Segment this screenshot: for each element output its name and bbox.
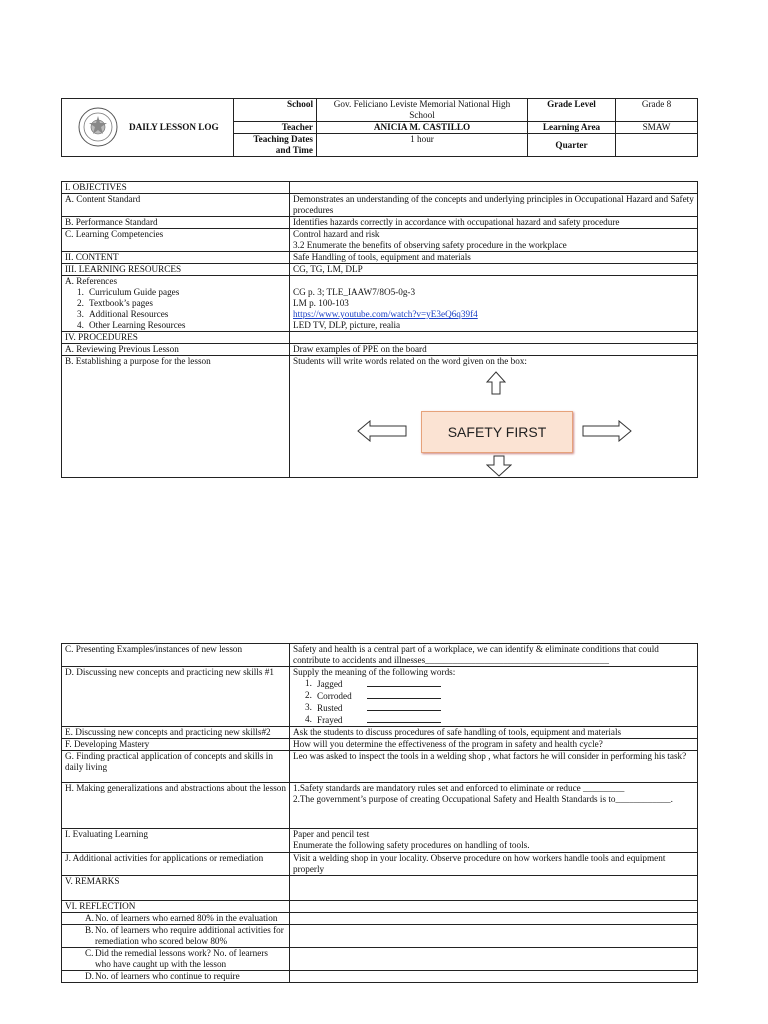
arrow-down-icon <box>486 455 512 477</box>
arrow-left-icon <box>357 420 407 442</box>
reflection-item-a: A. No. of learners who earned 80% in the evaluation <box>62 913 290 925</box>
discussing-skills-1-label: D. Discussing new concepts and practicing new skills #1 <box>62 667 290 727</box>
vocabulary-item: 3. Rusted <box>293 702 694 714</box>
curriculum-guide-value: CG p. 3; TLE_IAAW7/8O5-0g-3 <box>293 287 416 297</box>
reflection-item-b: B. No. of learners who require additional activities for remediation who scored below 80% <box>62 925 290 948</box>
reviewing-lesson-value: Draw examples of PPE on the board <box>290 344 698 356</box>
content-value: Safe Handling of tools, equipment and materials <box>290 252 698 264</box>
teacher-label: Teacher <box>234 122 317 134</box>
vocabulary-item: 2. Corroded <box>293 690 694 702</box>
references-heading: A. References <box>65 276 118 286</box>
quarter-value <box>616 134 698 157</box>
lesson-table-part-2 <box>61 643 698 983</box>
quarter-label: Quarter <box>528 134 616 157</box>
textbook-value: LM p. 100-103 <box>293 298 349 308</box>
school-value: Gov. Feliciano Leviste Memorial National High School <box>317 99 528 122</box>
performance-standard-value: Identifies hazards correctly in accordance with occupational hazard and safety procedure <box>290 217 698 229</box>
reflection-answer-b <box>290 925 698 948</box>
presenting-examples-value: Safety and health is a central part of a workplace, we can identify & eliminate conditions that could contribute to accidents and illnesses________________________________________ <box>290 644 698 667</box>
evaluating-learning-label: I. Evaluating Learning <box>62 829 290 853</box>
learning-competencies-value <box>290 229 698 252</box>
establishing-purpose-value <box>290 356 698 478</box>
reflection-answer-a <box>290 913 698 925</box>
discussing-skills-2-value: Ask the students to discuss procedures of safe handling of tools, equipment and materials <box>290 727 698 739</box>
objectives-heading: I. OBJECTIVES <box>62 182 290 194</box>
developing-mastery-value: How will you determine the effectiveness of the program in safety and health cycle? <box>290 739 698 751</box>
header-seal-cell <box>62 99 234 157</box>
reference-item: 3. Additional Resources <box>77 309 169 319</box>
remarks-value <box>290 876 698 901</box>
resources-heading: III. LEARNING RESOURCES <box>62 264 290 276</box>
header-table <box>61 98 698 157</box>
practical-application-value: Leo was asked to inspect the tools in a welding shop , what factors he will consider in performing his task? <box>290 751 698 783</box>
teaching-dates-label: Teaching Dates and Time <box>234 134 317 157</box>
generalizations-label: H. Making generalizations and abstractions about the lesson <box>62 783 290 829</box>
evaluating-learning-value <box>290 829 698 853</box>
references-values <box>290 276 698 332</box>
learning-area-label: Learning Area <box>528 122 616 134</box>
references-label <box>62 276 290 332</box>
school-label: School <box>234 99 317 122</box>
document-title: DAILY LESSON LOG <box>129 122 219 132</box>
generalizations-value <box>290 783 698 829</box>
discussing-skills-1-value <box>290 667 698 727</box>
reference-item: 1. Curriculum Guide pages <box>77 287 180 297</box>
grade-level-value: Grade 8 <box>616 99 698 122</box>
reflection-item-d: D. No. of learners who continue to require <box>62 971 290 983</box>
generalization-2: 2.The government’s purpose of creating Occupational Safety and Health Standards is to____________. <box>293 794 673 804</box>
additional-activities-value: Visit a welding shop in your locality. Observe procedure on how workers handle tools and equipment properly <box>290 853 698 876</box>
performance-standard-label: B. Performance Standard <box>62 217 290 229</box>
arrow-up-icon <box>486 371 506 395</box>
remarks-heading: V. REMARKS <box>62 876 290 901</box>
establishing-purpose-label: B. Establishing a purpose for the lesson <box>62 356 290 478</box>
empty-cell <box>290 332 698 344</box>
arrow-right-icon <box>582 420 632 442</box>
teacher-value: ANICIA M. CASTILLO <box>317 122 528 134</box>
reflection-answer-c <box>290 948 698 971</box>
safety-first-diagram <box>293 367 694 477</box>
youtube-link[interactable]: https://www.youtube.com/watch?v=yE3eQ6q39f4 <box>293 309 478 319</box>
competency-1: Control hazard and risk <box>293 229 380 239</box>
reflection-item-c: C. Did the remedial lessons work? No. of learners who have caught up with the lesson <box>62 948 290 971</box>
practical-application-label: G. Finding practical application of concepts and skills in daily living <box>62 751 290 783</box>
resources-value: CG, TG, LM, DLP <box>290 264 698 276</box>
generalization-1: 1.Safety standards are mandatory rules set and enforced to eliminate or reduce _________ <box>293 783 625 793</box>
reference-item: 2. Textbook’s pages <box>77 298 153 308</box>
reflection-answer-d <box>290 971 698 983</box>
other-resources-value: LED TV, DLP, picture, realia <box>293 320 401 330</box>
vocabulary-item: 4. Frayed <box>293 714 694 726</box>
learning-competencies-label: C. Learning Competencies <box>62 229 290 252</box>
lesson-table-part-1 <box>61 181 698 478</box>
grade-level-label: Grade Level <box>528 99 616 122</box>
additional-activities-label: J. Additional activities for applications or remediation <box>62 853 290 876</box>
content-standard-value: Demonstrates an understanding of the concepts and underlying principles in Occupational Hazard and Safety procedures <box>290 194 698 217</box>
supply-meaning-text: Supply the meaning of the following words: <box>293 667 456 677</box>
reviewing-lesson-label: A. Reviewing Previous Lesson <box>62 344 290 356</box>
teaching-dates-value: 1 hour <box>317 134 528 157</box>
empty-cell <box>290 182 698 194</box>
learning-area-value: SMAW <box>616 122 698 134</box>
discussing-skills-2-label: E. Discussing new concepts and practicing new skills#2 <box>62 727 290 739</box>
reflection-value <box>290 901 698 913</box>
competency-2: 3.2 Enumerate the benefits of observing safety procedure in the workplace <box>293 240 567 250</box>
content-heading: II. CONTENT <box>62 252 290 264</box>
establishing-purpose-text: Students will write words related on the word given on the box: <box>293 356 527 366</box>
evaluation-type: Paper and pencil test <box>293 829 370 839</box>
reflection-heading: VI. REFLECTION <box>62 901 290 913</box>
vocabulary-item: 1. Jagged <box>293 678 694 690</box>
developing-mastery-label: F. Developing Mastery <box>62 739 290 751</box>
deped-seal-icon <box>78 107 118 147</box>
reference-item: 4. Other Learning Resources <box>77 320 186 330</box>
evaluation-task: Enumerate the following safety procedures on handling of tools. <box>293 840 530 850</box>
content-standard-label: A. Content Standard <box>62 194 290 217</box>
procedures-heading: IV. PROCEDURES <box>62 332 290 344</box>
safety-first-box: SAFETY FIRST <box>421 411 573 453</box>
presenting-examples-label: C. Presenting Examples/instances of new lesson <box>62 644 290 667</box>
